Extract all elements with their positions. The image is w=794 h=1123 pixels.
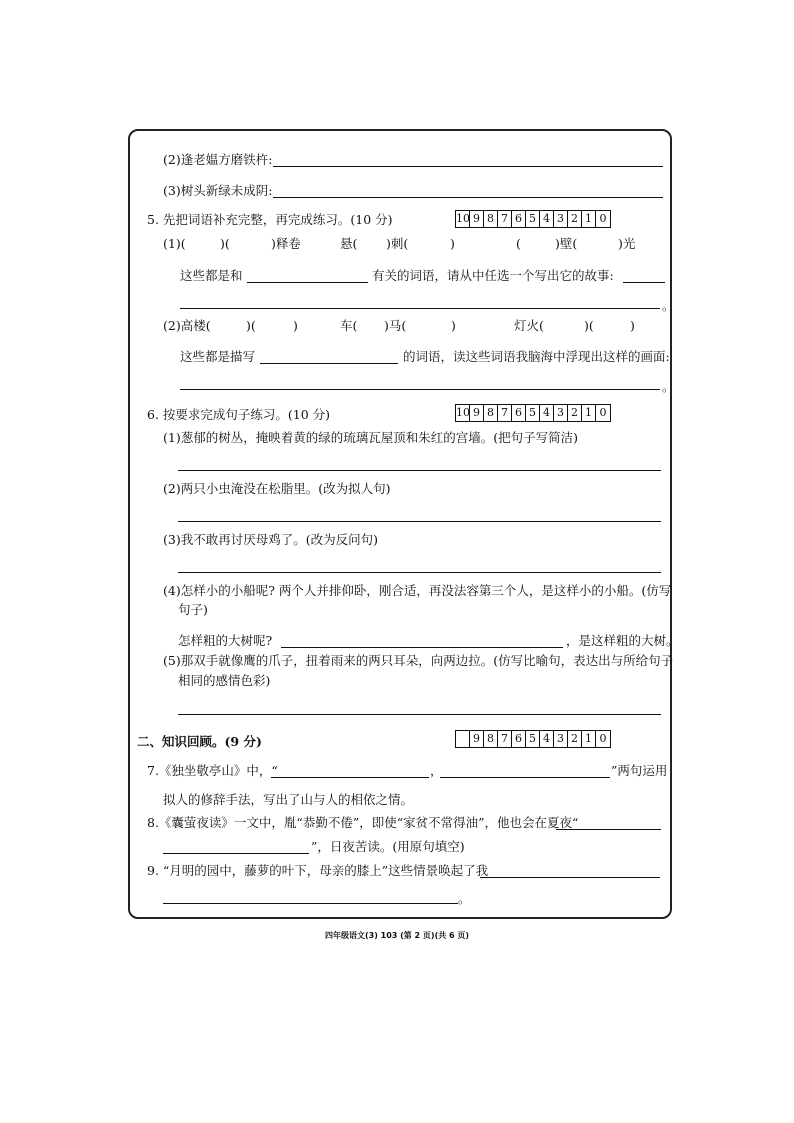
q8-text-a: 8.《囊萤夜读》一文中，胤“恭勤不倦”，即使“家贫不常得油”，他也会在夏夜“ bbox=[147, 815, 579, 830]
q4-item3-label: (3)树头新绿未成阴: bbox=[163, 183, 273, 198]
q6-sentence1-line[interactable] bbox=[178, 470, 661, 471]
score-cell: 9 bbox=[470, 731, 484, 747]
q5-row1-part: (1)( bbox=[163, 236, 186, 251]
q5-prompt2-blank[interactable] bbox=[260, 363, 398, 364]
score-cell: 10 bbox=[456, 212, 470, 225]
q6-sentence3-line[interactable] bbox=[178, 572, 661, 573]
q5-title: 5. 先把词语补充完整，再完成练习。(10 分) bbox=[147, 212, 393, 227]
q6-sentence1: (1)葱郁的树丛，掩映着黄的绿的琉璃瓦屋顶和朱红的宫墙。(把句子写简洁) bbox=[163, 430, 578, 445]
score-cell: 3 bbox=[554, 731, 568, 747]
q7-blank2[interactable] bbox=[440, 777, 610, 778]
q5-row2-part: (2)高楼( bbox=[163, 318, 211, 333]
q5-end-mark: 。 bbox=[662, 298, 675, 313]
score-cell: 8 bbox=[484, 405, 498, 421]
q8-blank1[interactable] bbox=[556, 829, 661, 830]
q6-sentence5-line1: (5)那双手就像鹰的爪子，扭着雨来的两只耳朵，向两边拉。(仿写比喻句，表达出与所给句子 bbox=[163, 653, 674, 668]
q5-row1-part: ( bbox=[516, 236, 521, 251]
q4-item3-answer-line[interactable] bbox=[273, 197, 663, 198]
q6-sentence2: (2)两只小虫淹没在松脂里。(改为拟人句) bbox=[163, 481, 391, 496]
q8-text-b: ”，日夜苦读。(用原句填空) bbox=[311, 839, 465, 854]
score-cell: 1 bbox=[582, 731, 596, 747]
q5-row2-part: )( bbox=[246, 318, 256, 333]
q8-blank2[interactable] bbox=[163, 853, 309, 854]
q5-row2-part: ) bbox=[630, 318, 635, 333]
score-cell: 8 bbox=[484, 731, 498, 747]
q5-row2-part: )马( bbox=[384, 318, 407, 333]
score-cell: 3 bbox=[554, 211, 568, 227]
score-cell: 5 bbox=[526, 211, 540, 227]
score-cell: 0 bbox=[599, 732, 607, 745]
q9-end-mark: 。 bbox=[458, 891, 471, 906]
q6-sentence4-line1: (4)怎样小的小船呢? 两个人并排仰卧，刚合适，再没法容第三个人，是这样小的小船。(仿写 bbox=[163, 583, 672, 598]
q6-sentence2-line[interactable] bbox=[178, 521, 661, 522]
q4-item2-answer-line[interactable] bbox=[273, 166, 663, 167]
q6-sentence4-blank[interactable] bbox=[281, 647, 563, 648]
score-cell: 6 bbox=[512, 405, 526, 421]
q7-blank1[interactable] bbox=[271, 777, 429, 778]
score-cell: 2 bbox=[568, 731, 582, 747]
q5-row2-part: ) bbox=[293, 318, 298, 333]
q9-blank2[interactable] bbox=[163, 903, 458, 904]
score-cell: 7 bbox=[498, 211, 512, 227]
q5-row2-part: ) bbox=[451, 318, 456, 333]
score-cell: 6 bbox=[512, 211, 526, 227]
q5-prompt2-b: 的词语，读这些词语我脑海中浮现出这样的画面: bbox=[403, 349, 670, 364]
score-cell: 5 bbox=[526, 405, 540, 421]
q5-prompt1-b: 有关的词语，请从中任选一个写出它的故事: bbox=[372, 268, 614, 283]
q5-prompt1-blank2[interactable] bbox=[623, 282, 665, 283]
q4-item2-label: (2)逢老媪方磨铁杵: bbox=[163, 152, 273, 167]
q7-text-c: ”两句运用 bbox=[611, 763, 668, 778]
q6-title: 6. 按要求完成句子练习。(10 分) bbox=[147, 407, 331, 422]
score-cell: 1 bbox=[582, 405, 596, 421]
q6-sentence5-line2: 相同的感情色彩) bbox=[178, 673, 271, 688]
q5-row1-part: ) bbox=[450, 236, 455, 251]
score-cell: 6 bbox=[512, 731, 526, 747]
score-cell: 3 bbox=[554, 405, 568, 421]
q5-scene-line[interactable] bbox=[180, 389, 660, 390]
q5-row2-part: 车( bbox=[340, 318, 358, 333]
q5-row2-part: 灯火( bbox=[514, 318, 544, 333]
q6-sentence4-prompt-b: ，是这样粗的大树。 bbox=[566, 633, 679, 648]
score-cell: 9 bbox=[470, 211, 484, 227]
q6-score-box bbox=[455, 404, 611, 422]
q5-end-mark: 。 bbox=[662, 379, 675, 394]
q6-sentence4-prompt-a: 怎样粗的大树呢? bbox=[178, 633, 273, 648]
q7-line2: 拟人的修辞手法，写出了山与人的相依之情。 bbox=[163, 792, 414, 807]
score-cell: 5 bbox=[526, 731, 540, 747]
q5-prompt2-a: 这些都是描写 bbox=[180, 349, 256, 364]
score-cell: 10 bbox=[456, 406, 470, 419]
q5-score-box bbox=[455, 210, 611, 228]
q5-row1-part: )光 bbox=[618, 236, 636, 251]
q6-sentence3: (3)我不敢再讨厌母鸡了。(改为反问句) bbox=[163, 532, 378, 547]
q7-text-a: 7.《独坐敬亭山》中，“ bbox=[147, 763, 278, 778]
score-cell: 0 bbox=[599, 212, 607, 225]
part2-title: 二、知识回顾。(9 分) bbox=[137, 734, 262, 749]
page-footer: 四年级语文(3) 103 (第 2 页)(共 6 页) bbox=[324, 931, 470, 940]
q5-row1-part: 悬( bbox=[340, 236, 358, 251]
q6-sentence4-line2: 句子) bbox=[178, 602, 208, 617]
score-cell: 0 bbox=[599, 406, 607, 419]
q7-text-b: ， bbox=[430, 763, 443, 778]
score-cell: 2 bbox=[568, 211, 582, 227]
q5-prompt1-blank[interactable] bbox=[247, 282, 368, 283]
q6-sentence5-line[interactable] bbox=[178, 714, 661, 715]
score-cell bbox=[456, 731, 470, 747]
part2-score-box bbox=[455, 730, 611, 748]
score-cell: 4 bbox=[540, 405, 554, 421]
q5-row1-part: )释卷 bbox=[271, 236, 301, 251]
q5-row1-part: )壁( bbox=[555, 236, 578, 251]
score-cell: 4 bbox=[540, 731, 554, 747]
q5-row1-part: )( bbox=[220, 236, 230, 251]
q5-row1-part: )刺( bbox=[386, 236, 409, 251]
q5-prompt1-a: 这些都是和 bbox=[180, 268, 243, 283]
score-cell: 7 bbox=[498, 731, 512, 747]
q9-text-a: 9. “月明的园中，藤萝的叶下，母亲的膝上”这些情景唤起了我 bbox=[147, 863, 489, 878]
q5-row2-part: )( bbox=[584, 318, 594, 333]
score-cell: 1 bbox=[582, 211, 596, 227]
score-cell: 2 bbox=[568, 405, 582, 421]
score-cell: 8 bbox=[484, 211, 498, 227]
q9-blank1[interactable] bbox=[480, 877, 660, 878]
q5-story-line[interactable] bbox=[180, 308, 660, 309]
score-cell: 9 bbox=[470, 405, 484, 421]
score-cell: 4 bbox=[540, 211, 554, 227]
score-cell: 7 bbox=[498, 405, 512, 421]
